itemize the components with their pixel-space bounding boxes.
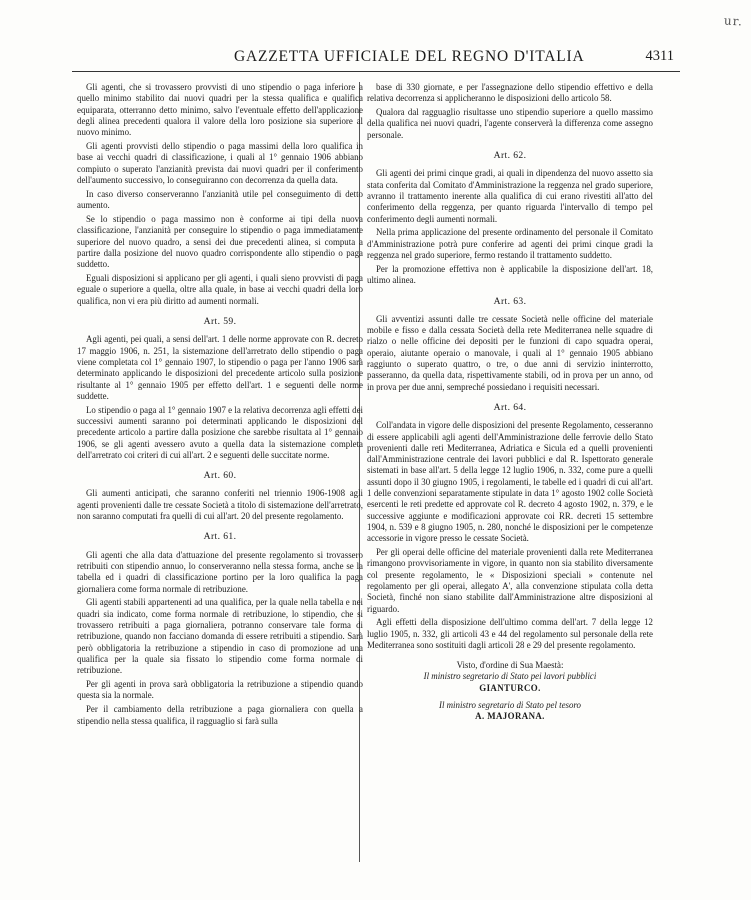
paragraph: Per gli agenti in prova sarà obbligatoria la retribuzione a stipendio quando questa sia la normale. — [77, 679, 363, 701]
signature-visto: Visto, d'ordine di Sua Maestà: — [456, 659, 564, 670]
page-title: GAZZETTA UFFICIALE DEL REGNO D'ITALIA — [234, 48, 585, 65]
paragraph: Se lo stipendio o paga massimo non è conforme ai tipi della nuova classificazione, l'anzianità per conseguire lo stipendio o paga immediatamente superiore del nuovo quadro, a sensi dei due precedenti alinea, si computa a partire dalla posizione del nuovo quadro corrispondente allo stipendio o paga suddetto. — [77, 214, 363, 270]
signature-minister2-title: Il ministro segretario di Stato pel tesoro — [439, 699, 581, 710]
right-column — [367, 82, 653, 722]
page-number: 4311 — [645, 48, 674, 64]
paragraph: Per gli operai delle officine del materiale provenienti dalla rete Mediterranea rimangono provvisoriamente in vigore, in quanto non sia stabilito diversamente col presente regolamento, le « Disposizioni speciali » contenute nel regolamento per gli operai, allegato A', alla convenzione stipulata colla detta Società, finché non siano stabilite dall'Amministrazione altre disposizioni al riguardo. — [367, 547, 653, 614]
margin-handwritten-mark: ur. — [723, 13, 744, 29]
paragraph: Per la promozione effettiva non è applicabile la disposizione dell'art. 18, ultimo alinea. — [367, 263, 653, 286]
paragraph: Lo stipendio o paga al 1° gennaio 1907 e la relativa decorrenza agli effetti dei successivi aumenti saranno poi determinati applicando le disposizioni del precedente articolo a partire dalla posizione che sarebbe risultata al 1° gennaio 1906, se gli agenti avessero avuto a quella data la sistemazione completa dell'arretrato coi criteri di cui all'art. 2 e seguenti delle succitate norme. — [77, 404, 363, 460]
paragraph: Gli agenti provvisti dello stipendio o paga massimi della loro qualifica in base ai vecchi quadri di classificazione, i quali al 1° gennaio 1906 abbiano compiuto o superato l'anzianità prevista dai nuovi quadri per il conferimento dell'aumento successivo, lo conseguiranno con decorrenza da quella data. — [77, 141, 363, 185]
paragraph: In caso diverso conserveranno l'anzianità utile pel conseguimento di detto aumento. — [77, 188, 363, 211]
signature-minister1-title: Il ministro segretario di Stato pei lavori pubblici — [423, 671, 597, 682]
paragraph: Gli avventizi assunti dalle tre cessate Società nelle officine del materiale mobile e fisso e dalla cessata Società della rete Mediterranea nelle squadre di rialzo o nelle officine dei depositi per le funzioni di capo squadra operai, operaio, aiutante operaio o manovale, i quali al 1° gennaio 1905 abbiano raggiunto o superato quattro, o tre, o due anni di servizio ininterrotto, passeranno, da quella data, rispettivamente stabili, od in prova per un anno, od in prova per due anni, sempreché possiedano i requisiti necessari. — [367, 313, 653, 392]
article-heading-62: Art. 62. — [493, 150, 527, 162]
signature-minister2-name: A. MAJORANA. — [475, 711, 545, 722]
paragraph: Gli agenti dei primi cinque gradi, ai quali in dipendenza del nuovo assetto sia stata conferita dal Comitato d'Amministrazione la reggenza nel grado superiore, avranno il trattamento inerente alla qualifica di cui erano rivestiti all'atto del conferimento della reggenza, per quanto riguarda l'intervallo di tempo pel conferimento degli aumenti normali. — [367, 168, 653, 224]
paragraph: Agli agenti, pei quali, a sensi dell'art. 1 delle norme approvate con R. decreto 17 maggio 1906, n. 251, la sistemazione dell'arretrato dello stipendio o paga viene completata col 1° gennaio 1907, lo stipendio o paga per l'anno 1906 sarà determinato applicando le disposizioni del precedente articolo sulla posizione risultante al 1° gennaio 1905 per effetto dell'art. 1 e seguenti delle norme suddette. — [77, 334, 363, 401]
paragraph: Gli aumenti anticipati, che saranno conferiti nel triennio 1906-1908 agli agenti provenienti dalle tre cessate Società a titolo di sistemazione dell'arretrato, non saranno computati fra quelli di cui all'art. 20 del presente regolamento. — [77, 488, 363, 522]
paragraph: Gli agenti che alla data d'attuazione del presente regolamento si trovassero retribuiti con stipendio annuo, lo conserveranno nella stessa forma, anche se la tabella ed i quadri di classificazione portino per la loro qualifica la paga giornaliera come forma normale di retribuzione. — [77, 549, 363, 594]
paragraph: Qualora dal ragguaglio risultasse uno stipendio superiore a quello massimo della qualifica nei nuovi quadri, l'agente conserverà la differenza come assegno personale. — [367, 107, 653, 140]
paragraph: Per il cambiamento della retribuzione a paga giornaliera con quella a stipendio nella stessa qualifica, il ragguaglio si farà sulla — [77, 704, 363, 726]
page-header — [86, 46, 674, 70]
paragraph: Agli effetti della disposizione dell'ultimo comma dell'art. 7 della legge 12 luglio 1905, n. 332, gli articoli 43 e 44 del regolamento sul personale della rete Mediterranea sono sostituiti dagli articoli 28 e 29 del presente regolamento. — [367, 617, 653, 651]
paragraph: Gli agenti stabili appartenenti ad una qualifica, per la quale nella tabella e nei quadri sia indicato, come forma normale di retribuzione, lo stipendio, che si trovassero retribuiti a paga giornaliera, potranno conservare tale forma di retribuzione, quando non facciano domanda di essere retribuiti a stipendio. Sarà però obbligatoria la retribuzione a stipendio in caso di promozione ad una qualifica per la quale sia fissato lo stipendio come forma normale di retribuzione. — [77, 597, 363, 676]
left-column — [77, 82, 363, 729]
paragraph: Eguali disposizioni si applicano per gli agenti, i quali sieno provvisti di paga eguale o superiore a quella, oltre alla quale, in base ai vecchi quadri della loro qualifica, non vi era più diritto ad aumenti normali. — [77, 273, 363, 306]
paragraph: Gli agenti, che si trovassero provvisti di uno stipendio o paga inferiore a quello minimo stabilito dai nuovi quadri per la stessa qualifica e qualifica equiparata, otterranno detto minimo, salvo l'eventuale effetto dell'applicazione degli alinea precedenti qualora il valore della loro posizione sia superiore al nuovo minimo. — [77, 82, 363, 138]
paragraph: Nella prima applicazione del presente ordinamento del personale il Comitato d'Amministrazione potrà pure conferire ad agenti dei primi cinque gradi la reggenza nel grado superiore, fermo restando il trattamento suddetto. — [367, 227, 653, 261]
article-heading-60: Art. 60. — [203, 470, 237, 482]
article-heading-63: Art. 63. — [493, 295, 527, 307]
article-heading-61: Art. 61. — [203, 531, 237, 543]
article-heading-59: Art. 59. — [203, 316, 237, 328]
paragraph: base di 330 giornate, e per l'assegnazione dello stipendio effettivo e della relativa decorrenza si applicheranno le disposizioni dello articolo 58. — [367, 82, 653, 104]
header-rule — [72, 71, 680, 72]
paragraph: Coll'andata in vigore delle disposizioni del presente Regolamento, cesseranno di essere applicabili agli agenti dell'Amministrazione delle ferrovie dello Stato provenienti dalle reti Mediterranea, Adriatica e Sicula ed a quelli provenienti dall'Amministrazione centrale dei lavori pubblici e dal R. Ispettorato generale sistemati in base all'art. 5 della legge 12 luglio 1906, n. 332, come pure a quelli assunti dopo il 30 giugno 1905, i regolamenti, le tabelle ed i quadri di cui all'art. 1 delle convenzioni separatamente stipulate in data 1° agosto 1902 colle Società esercenti le reti predette ed approvate col R. decreto 4 agosto 1902, n. 379, e le successive aggiunte e modificazioni approvate coi RR. decreti 15 settembre 1904, n. 539 e 8 giugno 1905, n. 280, nonché le disposizioni per le competenze accessorie in vigore presso le cessate Società. — [367, 420, 653, 544]
signature-minister1-name: GIANTURCO. — [479, 682, 541, 693]
article-heading-64: Art. 64. — [493, 401, 527, 413]
